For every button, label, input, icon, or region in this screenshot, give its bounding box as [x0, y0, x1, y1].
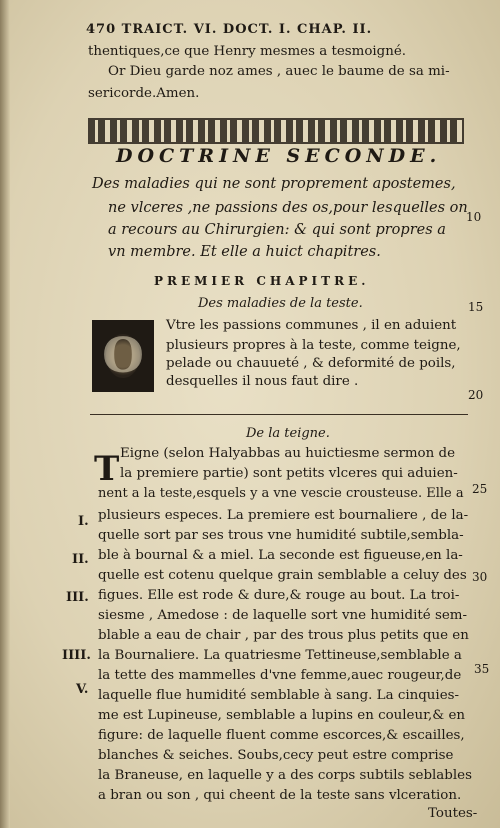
decorated-initial [92, 320, 154, 392]
top-line: sericorde.Amen. [88, 86, 200, 101]
margin-number: 30 [472, 570, 488, 584]
body-line: ble à bournal & a miel. La seconde est figueuse,en la- [98, 548, 463, 563]
body-line: quelle est cotenu quelque grain semblable a celuy des [98, 568, 467, 583]
initial-letter: O [102, 328, 144, 384]
top-line: thentiques,ce que Henry mesmes a tesmoigné. [88, 44, 407, 59]
body-line: figues. Elle est rode & dure,& rouge au bout. La troi- [98, 588, 460, 603]
body-line: Eigne (selon Halyabbas au huictiesme sermon de [120, 446, 455, 461]
body-line: la tette des mammelles d'vne femme,auec rougeur,de [98, 668, 462, 683]
body-line: me est Lupineuse, semblable a lupins en couleur,& en [98, 708, 466, 723]
doctrine-title: DOCTRINE SECONDE. [116, 145, 442, 167]
ornament-band [88, 118, 464, 144]
running-head: 470 TRAICT. VI. DOCT. I. CHAP. II. [86, 22, 373, 37]
chapter-line: desquelles il nous faut dire . [166, 374, 359, 389]
section-subtitle: De la teigne. [246, 426, 330, 441]
doctrine-desc-line: Des maladies qui ne sont proprement apostemes, [92, 176, 456, 192]
body-line: quelle sort par ses trous vne humidité subtile,sembla- [98, 528, 464, 543]
margin-number: 35 [474, 662, 490, 676]
margin-roman: IIII. [62, 648, 91, 663]
body-line: blanches & seiches. Soubs,cecy peut estre comprise [98, 748, 454, 763]
doctrine-desc-line: vn membre. Et elle a huict chapitres. [108, 244, 381, 260]
chapter-heading: PREMIER CHAPITRE. [154, 274, 370, 288]
dropcap: T [94, 449, 120, 489]
body-line: a bran ou son , qui cheent de la teste sans vlceration. [98, 788, 462, 803]
body-line: blable a eau de chair , par des trous plus petits que en [98, 628, 469, 643]
doctrine-desc-line: a recours au Chirurgien: & qui sont propres a [108, 222, 446, 238]
body-line: la premiere partie) sont petits vlceres qui aduien- [120, 466, 458, 481]
margin-number: 15 [468, 300, 484, 314]
body-line: nent a la teste,esquels y a vne vescie crousteuse. Elle a [98, 486, 464, 501]
top-line: Or Dieu garde noz ames , auec le baume de sa mi- [108, 64, 450, 79]
margin-number: 25 [472, 482, 488, 496]
margin-number: 20 [468, 388, 484, 402]
margin-number: 10 [466, 210, 482, 224]
section-rule [90, 414, 468, 415]
chapter-line: Vtre les passions communes , il en aduient [166, 318, 457, 333]
catchword: Toutes- [428, 806, 478, 821]
chapter-subtitle: Des maladies de la teste. [198, 296, 363, 311]
book-gutter [0, 0, 10, 828]
body-line: la Braneuse, en laquelle y a des corps subtils seblables [98, 768, 472, 783]
margin-roman: V. [76, 682, 89, 697]
chapter-line: pelade ou chauueté , & deformité de poils, [166, 356, 456, 371]
margin-roman: III. [66, 590, 89, 605]
body-line: laquelle flue humidité semblable à sang. La cinquies- [98, 688, 460, 703]
body-line: la Bournaliere. La quatriesme Tettineuse,semblable a [98, 648, 462, 663]
margin-roman: I. [78, 514, 89, 529]
body-line: plusieurs especes. La premiere est bournaliere , de la- [98, 508, 469, 523]
chapter-line: plusieurs propres à la teste, comme teigne, [166, 338, 461, 353]
body-line: siesme , Amedose : de laquelle sort vne humidité sem- [98, 608, 467, 623]
doctrine-desc-line: ne vlceres ,ne passions des os,pour lesquelles on [108, 200, 468, 216]
body-line: figure: de laquelle fluent comme escorces,& escailles, [98, 728, 465, 743]
margin-roman: II. [72, 552, 89, 567]
